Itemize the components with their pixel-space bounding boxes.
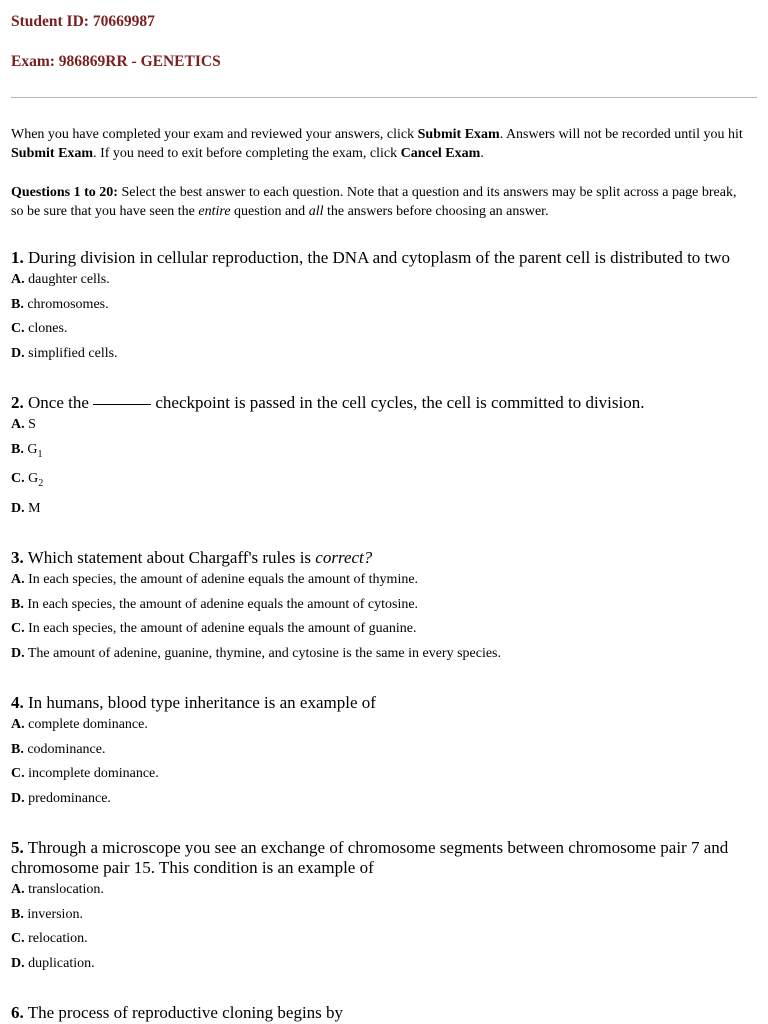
option-letter: C. [11,621,25,636]
question-stem [11,548,751,568]
answer-option-b[interactable] [11,741,751,766]
option-letter: D. [11,955,25,971]
question-number: 4. [11,693,24,712]
option-letter: C. [11,471,25,486]
question-text: The process of reproductive cloning begins by [23,1003,344,1022]
option-letter: D. [11,645,25,661]
answer-option-d[interactable] [11,645,751,670]
question-number: 6. [11,1003,24,1022]
student-id-heading: Student ID: 70669987 [11,13,155,30]
option-letter: B. [11,441,24,457]
question-2 [11,393,751,524]
answer-option-d[interactable] [11,500,751,525]
question-emphasis: correct? [315,548,373,567]
option-text: chromosomes. [23,296,109,312]
cancel-exam-mention: Cancel Exam [400,146,481,161]
option-text: G [23,441,38,457]
option-letter: A. [11,572,25,587]
option-letter: D. [11,790,25,806]
option-text: translocation. [24,882,104,897]
instructions-text: . [480,146,484,161]
answer-option-b[interactable] [11,906,751,931]
question-text: checkpoint is passed in the cell cycles, the cell is committed to division. [151,393,645,412]
instructions-text: . Answers will not be recorded until you hit [499,127,743,142]
answer-option-a[interactable] [11,881,751,906]
section-text: question and [230,204,309,219]
option-letter: A. [11,417,25,432]
option-text: M [24,500,41,516]
option-letter: A. [11,717,25,732]
submit-exam-mention: Submit Exam [11,146,94,161]
submit-exam-mention: Submit Exam [417,127,500,142]
question-4 [11,693,751,814]
option-text: The amount of adenine, guanine, thymine, and cytosine is the same in every species. [24,645,502,661]
instructions-text: When you have completed your exam and reviewed your answers, click [11,127,418,142]
option-letter: B. [11,906,24,922]
answer-option-c[interactable] [11,620,751,645]
question-3 [11,548,751,669]
answer-option-b[interactable] [11,296,751,321]
option-text: daughter cells. [24,272,110,287]
option-letter: D. [11,345,25,361]
option-text: simplified cells. [24,345,118,361]
option-letter: A. [11,882,25,897]
question-text: In humans, blood type inheritance is an example of [23,693,376,712]
exam-title-heading: Exam: 986869RR - GENETICS [11,53,221,70]
question-number: 2. [11,393,24,412]
option-letter: A. [11,272,25,287]
answer-option-c[interactable] [11,470,751,500]
section-label: Questions 1 to 20: [11,185,118,200]
option-text: In each species, the amount of adenine equals the amount of cytosine. [23,596,419,612]
answer-option-a[interactable] [11,271,751,296]
question-text: Once the [23,393,94,412]
question-text: During division in cellular reproduction, the DNA and cytoplasm of the parent cell is distributed to two [23,248,731,267]
question-stem [11,393,751,413]
instructions-text: . If you need to exit before completing the exam, click [93,146,401,161]
question-5 [11,838,751,979]
answer-option-d[interactable] [11,955,751,980]
option-text: In each species, the amount of adenine equals the amount of thymine. [24,572,419,587]
question-stem [11,1003,751,1023]
option-text: G [24,471,39,486]
question-number: 3. [11,548,24,567]
section-emphasis: entire [198,204,231,219]
section-text: the answers before choosing an answer. [323,204,549,219]
question-stem [11,693,751,713]
question-6 [11,1003,751,1023]
option-subscript: 2 [38,478,44,489]
section-instructions [11,183,751,221]
option-text: clones. [24,321,68,336]
question-text: Through a microscope you see an exchange of chromosome segments between chromosome pair 7 and chromosome pair 15. This condition is an example of [11,838,729,877]
option-text: S [24,417,36,432]
option-letter: B. [11,596,24,612]
option-letter: D. [11,500,25,516]
option-text: inversion. [23,906,83,922]
question-stem [11,248,751,268]
answer-option-a[interactable] [11,416,751,441]
question-number: 5. [11,838,24,857]
question-text: Which statement about Chargaff's rules is [23,548,316,567]
option-text: codominance. [23,741,106,757]
answer-option-a[interactable] [11,716,751,741]
section-text: Select the best answer to each question. Note that a question and its answers may be split across a page break, so be sure that you have seen the [11,185,737,219]
answer-option-c[interactable] [11,930,751,955]
option-text: predominance. [24,790,111,806]
answer-option-d[interactable] [11,790,751,815]
option-text: relocation. [24,931,88,946]
answer-option-c[interactable] [11,765,751,790]
option-letter: C. [11,766,25,781]
option-text: incomplete dominance. [24,766,159,781]
question-number: 1. [11,248,24,267]
option-letter: B. [11,741,24,757]
option-letter: C. [11,931,25,946]
answer-option-a[interactable] [11,571,751,596]
answer-option-b[interactable] [11,441,751,471]
header-divider [11,97,757,98]
section-emphasis: all [308,204,324,219]
option-text: complete dominance. [24,717,148,732]
option-text: In each species, the amount of adenine equals the amount of guanine. [24,621,417,636]
option-letter: C. [11,321,25,336]
answer-option-b[interactable] [11,596,751,621]
instructions-paragraph [11,125,751,163]
question-stem [11,838,751,878]
question-1 [11,248,751,369]
answer-option-c[interactable] [11,320,751,345]
option-subscript: 1 [37,448,43,460]
fill-in-blank [93,404,151,405]
option-text: duplication. [24,955,95,971]
answer-option-d[interactable] [11,345,751,370]
option-letter: B. [11,296,24,312]
